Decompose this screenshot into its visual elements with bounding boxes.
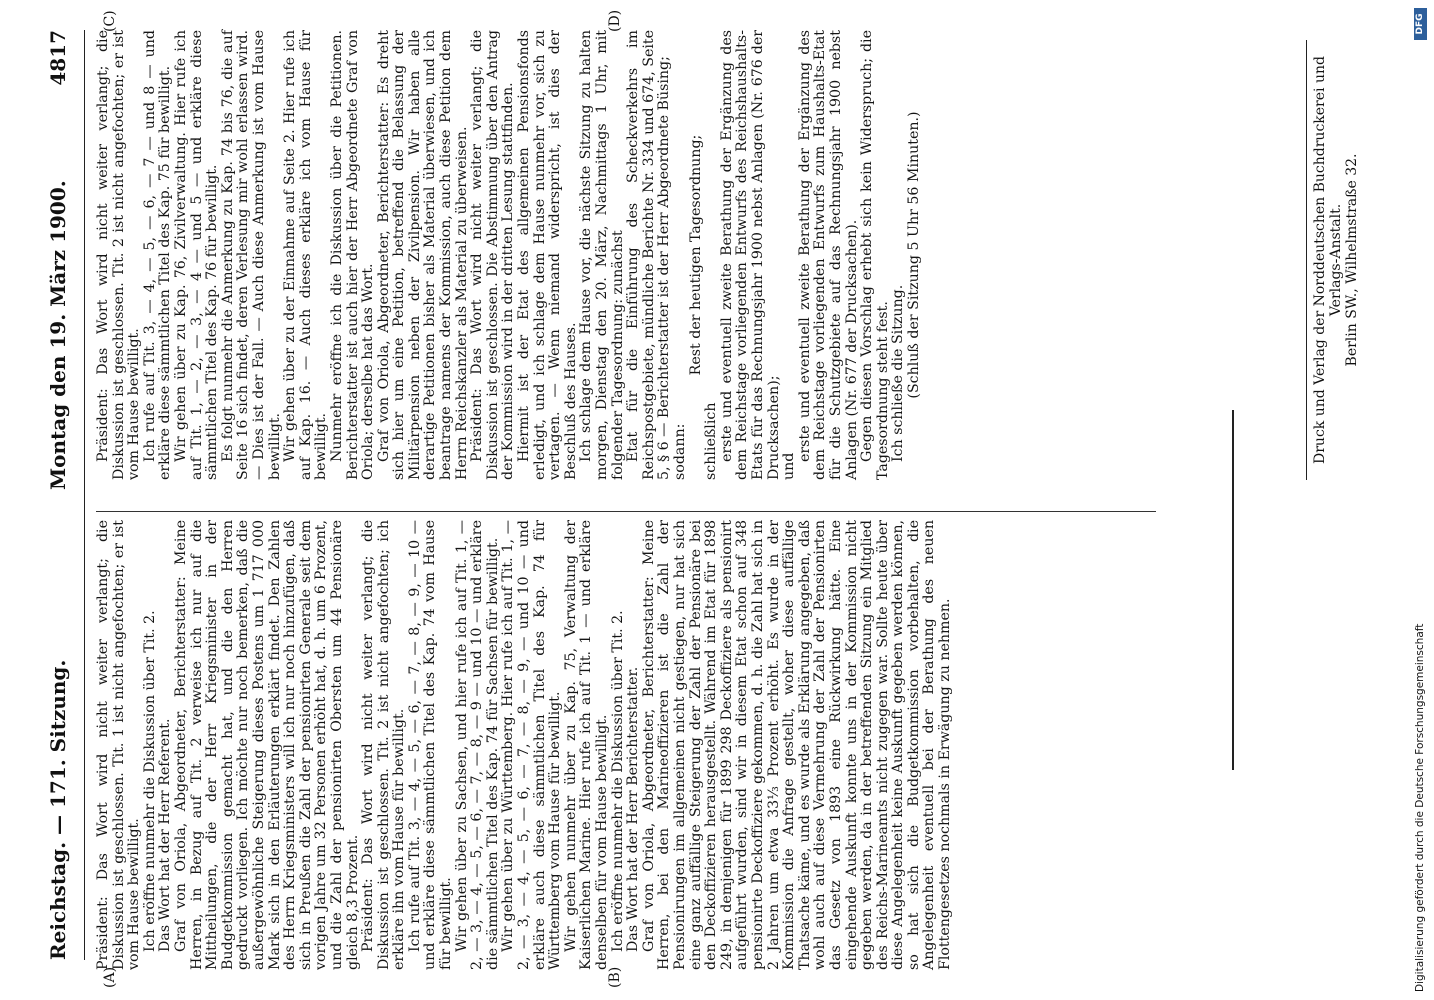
paragraph: Ich schlage dem Hause vor, die nächste Sitzung zu halten morgen, Dienstag den 20. März, Nachmittags 1 Uhr, mit folgender Tagesordnung: zunächst [578,30,626,480]
paragraph: Wir gehen über zu Sachsen, und hier rufe ich auf Tit. 1, — 2, — 3, — 4, — 5, — 6, — 7, — 8, — 9 — und 10 — und erkläre die sämmtlichen Titel des Kap. 74 für Sachsen für bewilligt. [453,520,501,970]
paragraph: Präsident: Das Wort wird nicht weiter verlangt; die Diskussion ist geschlossen. Tit. 1 ist nicht angefochten; er ist vom Hause bewilligt. [95,520,143,970]
paragraph: Das Wort hat der Herr Referent. [157,718,174,952]
dfg-logo: DFG [1414,8,1427,40]
column-separator [96,511,1156,512]
agenda-item: Rest der heutigen Tagesordnung; [687,134,704,376]
paragraph: Präsident: Das Wort wird nicht weiter verlangt; die Diskussion ist geschlossen. Tit. 2 ist nicht angefochten; ich erkläre ihn vom Hause für bewilligt. [360,520,408,970]
paragraph: Ich rufe auf Tit. 3, — 4, — 5, — 6, — 7, — 8, — 9, — 10 — und erkläre diese sämmtlichen Titel des Kap. 74 vom Hause für bewilligt. [406,520,455,970]
paragraph: Gegen diesen Vorschlag erhebt sich kein Widerspruch; die Tagesordnung steht fest. [859,30,891,480]
paragraph: Ich rufe auf Tit. 3, — 4, — 5, — 6, — 7 — und 8 — und erkläre diese sämmtlichen Titel des Kap. 75 für bewilligt. [141,30,174,480]
paragraph: Wir gehen nunmehr über zu Kap. 75, Verwaltung der Kaiserlichen Marine. Hier rufe ich auf Tit. 1 — und erkläre denselben für vom Hause bewilligt. [562,520,610,970]
paragraph: Wir gehen über zu Kap. 76, Zivilverwaltung. Hier rufe ich auf Tit. 1, — 2, — 3, — 4 — und 5 — und erkläre diese sämmtlichen Titel des Kap. 76 für bewilligt. [172,30,221,480]
paragraph: Es folgt nunmehr die Anmerkung zu Kap. 74 bis 76, die auf Seite 16 sich findet, deren Verlesung mir wohl erlassen wird. — Dies ist der Fall. — Auch diese Anmerkung ist vom Hause bewilligt. [219,30,283,480]
margin-marker-c: (C) [102,10,118,32]
header-rule [84,30,85,960]
paragraph: Wir gehen über zu der Einnahme auf Seite 2. Hier rufe ich auf Kap. 16. — Auch dieses erkläre ich vom Hause für bewilligt. [282,30,330,480]
agenda-item: erste und eventuell zweite Berathung der Ergänzung des dem Reichstage vorliegenden Entwurfs des Reichshaushalts-Etats für das Rechnungsjahr 1900 nebst Anlagen (Nr. 676 der Drucksachen); [718,30,782,480]
margin-marker-b: (B) [607,966,623,988]
paragraph: Präsident: Das Wort wird nicht weiter verlangt; die Diskussion ist geschlossen. Die Abstimmung über den Antrag der Kommission wird in der dritten Lesung stattfinden. [469,30,517,480]
agenda-connector: schließlich [703,402,720,480]
imprint-rule [1306,40,1307,480]
paragraph: Wir gehen über zu Württemberg. Hier rufe ich auf Tit. 1, — 2, — 3, — 4, — 5, — 6, — 7, — 8, — 9, — und 10 — und erkläre auch diese sämmtlichen Titel des Kap. 74 für Württemberg vom Hause für bewilligt. [500,520,564,970]
paragraph: Graf von Oriola, Abgeordneter, Berichterstatter: Meine Herren, in Bezug auf Tit. 2 verweise ich nur auf die Mittheilungen, die der Herr Kriegsminister in der Budgetkommission gemacht hat, und die den Herren gedruckt vorliegen. Ich möchte nur noch bemerken, daß die außergewöhnliche Steigerung dieses Postens um 1 717 000 Mark sich in den Erläuterungen erklärt findet. Den Zahlen des Herrn Kriegsministers will ich nur noch hinzufügen, daß sich in Preußen die Zahl der pensionirten Generale seit dem vorigen Jahre um 32 Personen erhöht hat, d. h. um 6 Prozent, und die Zahl der pensionirten Obersten um 44 Pensionäre gleich 8,3 Prozent. [172,520,361,970]
printer-imprint [1312,40,1360,480]
paragraph: Graf von Oriola, Abgeordneter, Berichterstatter: Meine Herren, bei den Marineoffizieren ist die Zahl der Pensionirungen im allgemeinen nicht gestiegen, nur hat sich eine ganz auffällige Steigerung der Zahl der Pensionäre bei den Deckoffizieren herausgestellt. Während im Etat für 1898 249, in demjenigen für 1899 298 Deckoffiziere als pensionirt aufgeführt wurden, sind wir in diesem Etat schon auf 348 pensionirte Deckoffiziere gekommen, d. h. die Zahl hat sich in 2 Jahren um etwa 33⅓ Prozent erhöht. Es wurde in der Kommission die Anfrage gestellt, woher diese auffällige Thatsache käme, und es wurde als Erklärung angegeben, daß wohl auch auf diese Vermehrung der Zahl der Pensionirten das Gesetz von 1893 eine Rückwirkung hätte. Eine eingehende Auskunft konnte uns in der Kommission nicht gegeben werden, da in der betreffenden Sitzung ein Mitglied des Reichs-Marineamts nicht zugegen war. Sollte heute über diese Angelegenheit keine Auskunft gegeben werden können, so hat sich die Budgetkommission vorbehalten, die Angelegenheit eventuell bei der Berathung des neuen Flottengesetzes nochmals in Erwägung zu nehmen. [640,520,954,970]
imprint-line-2: Berlin SW., Wilhelmstraße 32. [1344,153,1360,367]
paragraph: Ich schließe die Sitzung. [890,284,907,462]
agenda-item: Etat für die Einführung des Scheckverkehrs im Reichspostgebiete, mündliche Berichte Nr. 334 und 674, Seite 5, § 6 — Berichterstatter ist der Herr Abgeordnete Büsing; [625,30,673,480]
text-column-left [96,520,954,970]
paragraph: Ich eröffne nunmehr die Diskussion über Tit. 2. [141,610,158,952]
page-number: 4817 [46,30,70,86]
margin-marker-d: (D) [607,9,623,32]
paragraph: Das Wort hat der Herr Berichterstatter. [625,666,642,952]
margin-marker-a: (A) [102,966,118,988]
running-header [46,30,82,960]
section-rule [1232,410,1234,770]
agenda-connector: und [781,452,798,480]
paragraph: Graf von Oriola, Abgeordneter, Berichterstatter: Es dreht sich hier um eine Petition, betreffend die Belassung der Militärpension neben der Zivilpension. Wir haben alle derartige Petitionen bisher als Material überwiesen, und ich beantrage namens der Kommission, auch diese Petition dem Herrn Reichskanzler als Material zu überweisen. [375,30,470,480]
digitization-note: Digitalisierung gefördert durch die Deutsche Forschungsgemeinschaft [1414,623,1426,992]
imprint-line-1: Druck und Verlag der Norddeutschen Buchdruckerei und Verlags-Anstalt. [1312,56,1344,464]
paragraph: Präsident: Das Wort wird nicht weiter verlangt; die Diskussion ist geschlossen. Tit. 2 ist nicht angefochten; er ist vom Hause bewilligt. [95,30,143,480]
agenda-item: erste und eventuell zweite Berathung der Ergänzung des dem Reichstage vorliegenden Entwurfs zum Haushalts-Etat für die Schutzgebiete auf das Rechnungsjahr 1900 nebst Anlagen (Nr. 677 der Drucksachen). [796,30,860,480]
paragraph: Hiermit ist der Etat des allgemeinen Pensionsfonds erledigt, und ich schlage dem Hause nunmehr vor, sich zu vertagen. — Wenn niemand widerspricht, ist dies der Beschluß des Hauses. [516,30,579,480]
closing-note: (Schluß der Sitzung 5 Uhr 56 Minuten.) [905,111,922,399]
header-left: Reichstag. — 171. Sitzung. [46,659,70,960]
header-date: Montag den 19. März 1900. [46,180,70,490]
paragraph: Ich eröffne nunmehr die Diskussion über Tit. 2. [609,610,626,952]
agenda-connector: sodann: [671,423,688,480]
paragraph: Nunmehr eröffne ich die Diskussion über die Petitionen. Berichterstatter ist auch hier der Herr Abgeordnete Graf von Oriola; derselbe hat das Wort. [328,30,377,480]
text-column-right [96,30,922,480]
